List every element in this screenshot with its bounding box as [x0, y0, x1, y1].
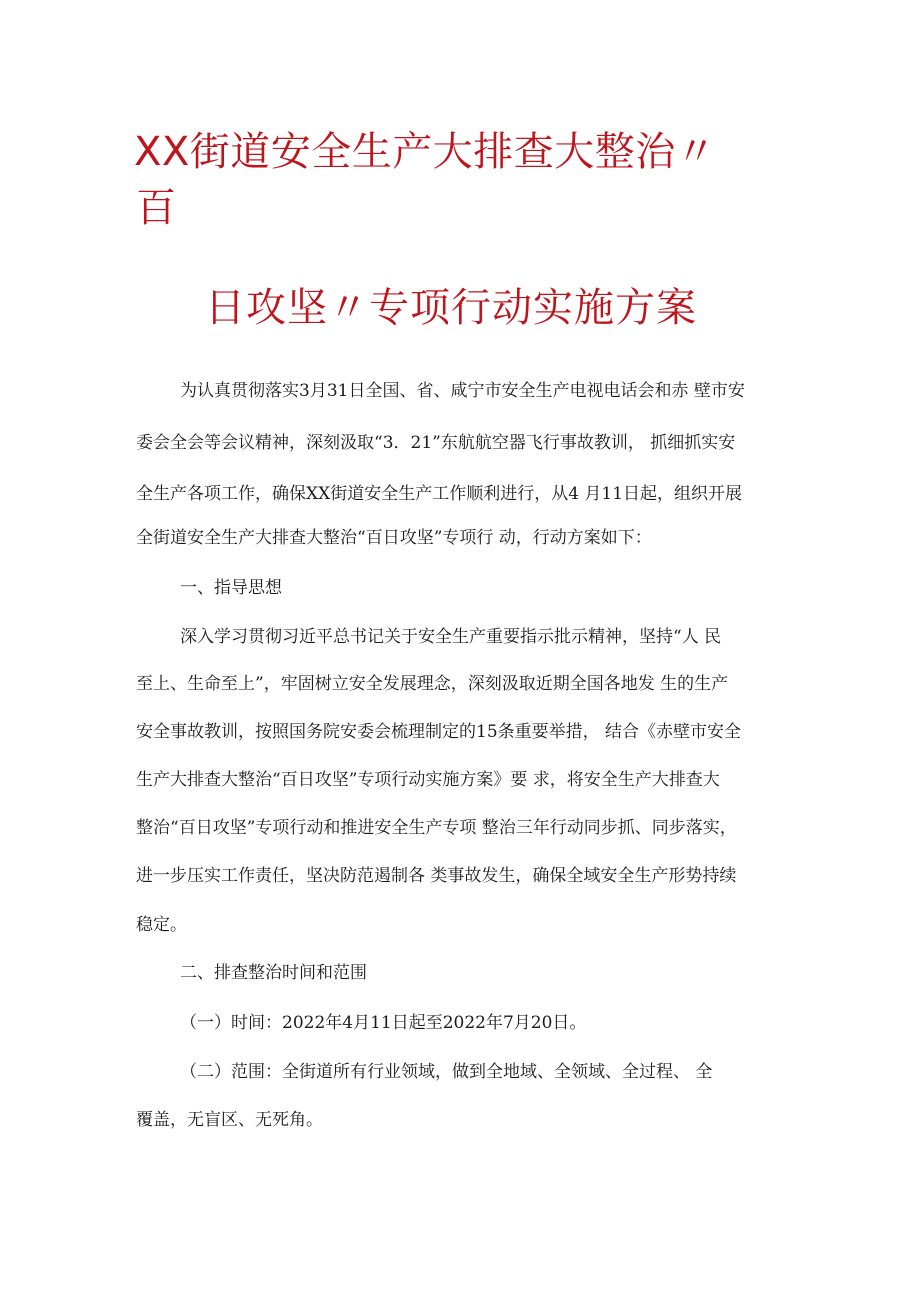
document-title-line-1: XX街道安全生产大排查大整治〃: [134, 129, 717, 175]
body-line: 为认真贯彻落实3月31日全国、省、咸宁市安全生产电视电话会和赤 壁市安: [180, 381, 745, 401]
body-line: 整治“百日攻坚”专项行动和推进安全生产专项 整治三年行动同步抓、同步落实，: [136, 818, 737, 838]
body-line: 全生产各项工作，确保XX街道安全生产工作顺利进行，从4 月11日起，组织开展: [136, 484, 743, 504]
body-line: 全街道安全生产大排查大整治“百日攻坚”专项行 动，行动方案如下：: [136, 528, 652, 548]
document-title-line-2: 百: [136, 185, 176, 231]
section-heading: 一、指导思想: [180, 578, 282, 598]
body-line: （二）范围：全街道所有行业领域，做到全地域、全领域、全过程、 全: [180, 1062, 713, 1082]
body-line: 深入学习贯彻习近平总书记关于安全生产重要指示批示精神，坚持“人 民: [180, 627, 722, 647]
body-line: 稳定。: [136, 915, 187, 935]
body-line: 安全事故教训，按照国务院安委会梳理制定的15条重要举措， 结合《赤壁市安全: [136, 722, 742, 742]
body-line: 委会全会等会议精神，深刻汲取“3．21”东航航空器飞行事故教训， 抓细抓实安: [136, 433, 736, 453]
section-heading: 二、排查整治时间和范围: [180, 963, 367, 983]
body-line: 覆盖，无盲区、无死角。: [136, 1110, 323, 1130]
body-line: 进一步压实工作责任，坚决防范遏制各 类事故发生，确保全域安全生产形势持续: [136, 866, 737, 886]
body-line: 至上、生命至上”，牢固树立安全发展理念，深刻汲取近期全国各地发 生的生产: [136, 674, 729, 694]
document-title-line-3: 日攻坚〃专项行动实施方案: [205, 285, 697, 331]
body-line: （一）时间：2022年4月11日起至2022年7月20日。: [180, 1013, 587, 1033]
body-line: 生产大排查大整治“百日攻坚”专项行动实施方案》要 求，将安全生产大排查大: [136, 770, 720, 790]
